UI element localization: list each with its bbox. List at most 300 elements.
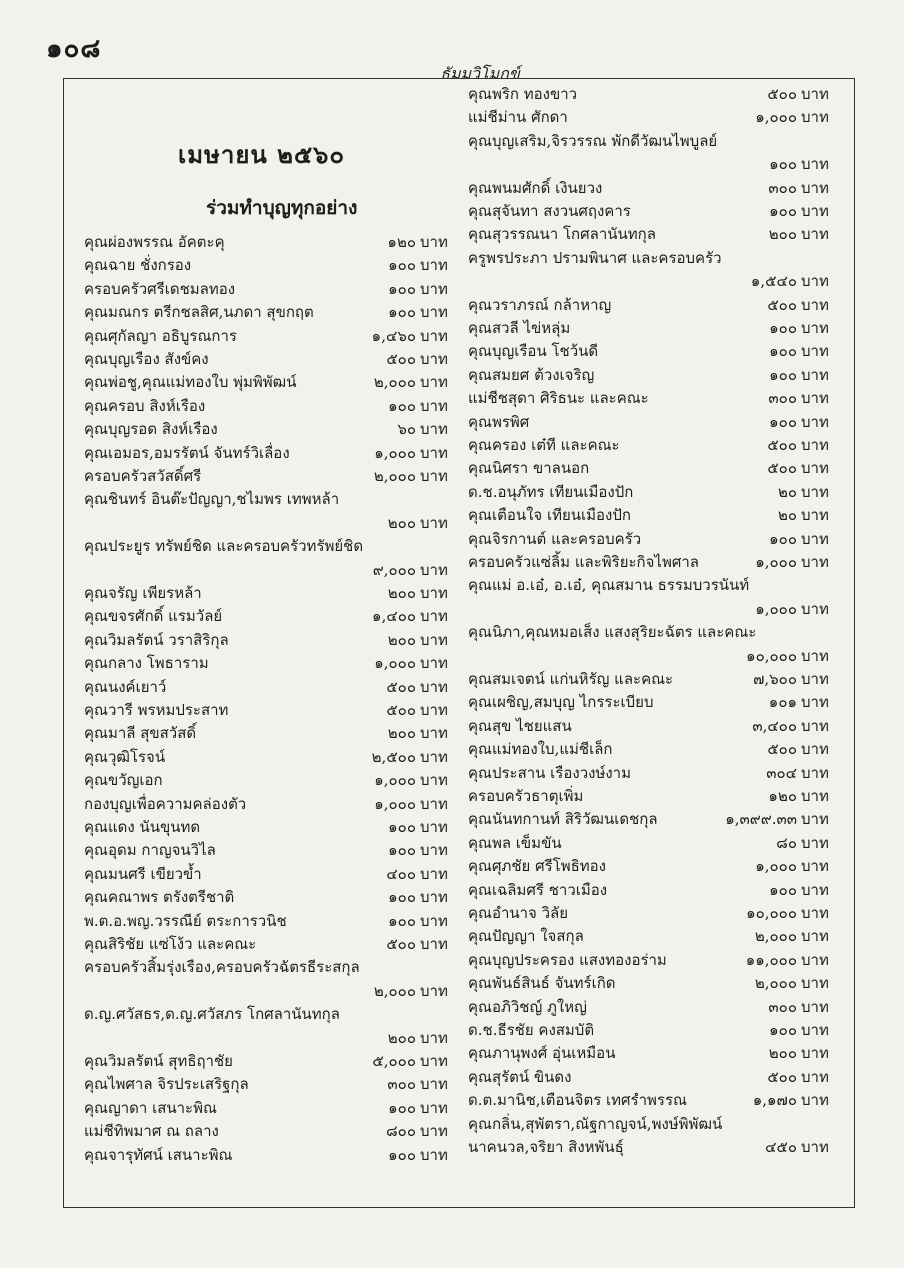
donor-name: คุณสุจันทา สงวนศฤงคาร bbox=[468, 202, 631, 220]
donor-name: พ.ต.อ.พญ.วรรณีย์ ตระการวนิช bbox=[84, 911, 287, 930]
donor-row bbox=[468, 247, 845, 270]
currency-unit: บาท bbox=[801, 1021, 829, 1039]
donor-row bbox=[84, 582, 464, 605]
donor-row bbox=[468, 645, 845, 668]
donor-name: ครอบครัวสวัสดิ์ศรี bbox=[84, 467, 202, 485]
donor-name: คุณจารุทัศน์ เสนาะพิณ bbox=[84, 1145, 233, 1164]
donor-row bbox=[84, 231, 464, 254]
currency-unit: บาท bbox=[801, 787, 829, 805]
donor-name: คุณภานุพงศ์ อุ่นเหมือน bbox=[468, 1044, 616, 1063]
donor-row bbox=[84, 278, 464, 301]
donation-amount: ๘๐ bbox=[776, 833, 797, 852]
donation-amount: ๑๐,๐๐๐ bbox=[746, 904, 797, 922]
donor-name: คุณสมเจตน์ แก่นหิรัญ และคณะ bbox=[468, 670, 674, 688]
donor-row bbox=[84, 629, 464, 652]
donor-row bbox=[468, 1089, 845, 1112]
currency-unit: บาท bbox=[801, 272, 829, 291]
donor-row bbox=[468, 738, 845, 761]
donor-row bbox=[84, 254, 464, 277]
currency-unit: บาท bbox=[801, 1044, 829, 1063]
currency-unit: บาท bbox=[801, 857, 829, 876]
donation-amount: ๕๐๐ bbox=[386, 701, 416, 719]
donor-name: คุณฉาย ชั่งกรอง bbox=[84, 256, 192, 275]
donor-name: คุณแม่ทองใบ,แม่ชีเล็ก bbox=[468, 740, 613, 759]
donor-row bbox=[84, 793, 464, 816]
donor-name: คุณนิศรา ขาลนอก bbox=[468, 459, 590, 478]
currency-unit: บาท bbox=[801, 599, 829, 618]
donor-name: คุณแม่ อ.เอ๋, อ.เอ๋, คุณสมาน ธรรมบวรนันท์ bbox=[468, 576, 750, 595]
donor-row bbox=[84, 1050, 464, 1073]
donation-amount: ๕๐๐ bbox=[386, 677, 416, 696]
currency-unit: บาท bbox=[801, 436, 829, 454]
currency-unit: บาท bbox=[801, 553, 829, 571]
currency-unit: บาท bbox=[420, 724, 448, 743]
currency-unit: บาท bbox=[801, 763, 829, 782]
donor-row bbox=[468, 691, 845, 714]
donor-row bbox=[84, 722, 464, 745]
donation-amount: ๓๐๐ bbox=[387, 1075, 416, 1094]
donation-amount: ๒๐๐ bbox=[387, 1028, 416, 1047]
donor-name: คุณนิภา,คุณหมอเส็ง แสงสุริยะฉัตร และคณะ bbox=[468, 623, 757, 642]
donation-amount: ๑๐๐ bbox=[388, 279, 416, 298]
donation-amount: ๗,๖๐๐ bbox=[753, 670, 797, 688]
donation-amount: ๕,๐๐๐ bbox=[372, 1052, 416, 1070]
donation-amount: ๒๐๐ bbox=[387, 584, 416, 602]
currency-unit: บาท bbox=[801, 295, 829, 314]
donor-name: คุณมนศรี เขียวข้ำ bbox=[84, 864, 202, 883]
donor-row bbox=[468, 200, 845, 223]
donor-name: คุณครอง เต๋ที และคณะ bbox=[468, 436, 620, 454]
currency-unit: บาท bbox=[420, 1122, 448, 1141]
donation-amount: ๑๐๐ bbox=[388, 1145, 416, 1164]
donation-amount: ๑๐๐ bbox=[769, 365, 797, 384]
donation-amount: ๑,๐๐๐ bbox=[755, 599, 797, 618]
donor-row bbox=[468, 317, 845, 340]
donor-row bbox=[468, 762, 845, 785]
donor-name: คุณบุญประครอง แสงทองอร่าม bbox=[468, 950, 667, 969]
donation-amount: ๑๐๐ bbox=[769, 202, 797, 220]
currency-unit: บาท bbox=[801, 85, 829, 103]
donor-name: คุณนันทกานท์ สิริวัฒนเดชกุล bbox=[468, 810, 658, 829]
donation-amount: ๑,๔๖๐ bbox=[371, 326, 416, 345]
donor-name: คุณวิมลรัตน์ วราสิริกุล bbox=[84, 630, 229, 649]
donor-name: คุณปัญญา ใจสกุล bbox=[468, 927, 584, 946]
currency-unit: บาท bbox=[801, 412, 829, 431]
currency-unit: บาท bbox=[801, 342, 829, 361]
donor-row bbox=[84, 933, 464, 956]
donor-name: คุณครอบ สิงห์เรือง bbox=[84, 396, 206, 415]
donor-name: แม่ชีทิพมาศ ณ ถลาง bbox=[84, 1122, 219, 1141]
donor-row bbox=[84, 418, 464, 441]
donation-amount: ๖๐ bbox=[397, 420, 416, 439]
donor-name: คุณพล เข็มขัน bbox=[468, 833, 562, 852]
donor-row bbox=[84, 301, 464, 324]
donor-row bbox=[468, 223, 845, 246]
currency-unit: บาท bbox=[801, 389, 829, 408]
donor-row bbox=[84, 1120, 464, 1143]
donor-name: คุณผ่องพรรณ อัคตะคุ bbox=[84, 233, 225, 251]
month-title: เมษายน ๒๕๖๐ bbox=[178, 140, 346, 169]
donor-name: ด.ญ.ศวัสธร,ด.ญ.ศวัสภร โกศลานันทกุล bbox=[84, 1005, 340, 1024]
donor-row bbox=[468, 106, 845, 129]
currency-unit: บาท bbox=[801, 904, 829, 922]
donor-row bbox=[468, 434, 845, 457]
currency-unit: บาท bbox=[420, 607, 448, 626]
donor-row bbox=[468, 598, 845, 621]
currency-unit: บาท bbox=[420, 794, 448, 813]
currency-unit: บาท bbox=[420, 279, 448, 298]
donation-amount: ๑,๔๐๐ bbox=[372, 607, 416, 626]
donor-row bbox=[468, 504, 845, 527]
donor-name: ครอบครัวสิ้มรุ่งเรือง,ครอบครัวฉัตรธีระสกุล bbox=[84, 958, 360, 977]
donor-row bbox=[84, 886, 464, 909]
donation-amount: ๒,๐๐๐ bbox=[373, 467, 416, 485]
currency-unit: บาท bbox=[420, 1145, 448, 1164]
donation-amount: ๔๕๐ bbox=[765, 1138, 797, 1156]
donor-name: คุณคณาพร ตรังตรีชาติ bbox=[84, 888, 235, 907]
donor-row bbox=[468, 574, 845, 597]
currency-unit: บาท bbox=[801, 1091, 829, 1110]
donation-amount: ๑๐๐ bbox=[388, 911, 416, 930]
donation-amount: ๑๐๐ bbox=[388, 303, 416, 322]
donor-row bbox=[84, 676, 464, 699]
running-head: ธัมมวิโมกข์ bbox=[440, 64, 520, 83]
donor-row bbox=[84, 1073, 464, 1096]
donor-row bbox=[468, 925, 845, 948]
currency-unit: บาท bbox=[420, 864, 448, 883]
donor-row bbox=[468, 364, 845, 387]
donor-name: คุณอุดม กาญจนวิไล bbox=[84, 841, 216, 860]
donation-amount: ๑๐๐ bbox=[388, 256, 416, 275]
donation-list-frame bbox=[63, 78, 855, 1208]
donation-amount: ๒,๐๐๐ bbox=[373, 981, 416, 1000]
donor-name: คุณสิริชัย แซ่โง้ว และคณะ bbox=[84, 935, 257, 953]
donor-name: นาคนวล,จริยา สิงหพันธุ์ bbox=[468, 1138, 624, 1156]
currency-unit: บาท bbox=[801, 1138, 829, 1156]
donor-row bbox=[84, 395, 464, 418]
donor-row bbox=[84, 1027, 464, 1050]
currency-unit: บาท bbox=[420, 841, 448, 860]
donor-row bbox=[468, 1136, 845, 1159]
donor-name: คุณจิรกานต์ และครอบครัว bbox=[468, 529, 642, 548]
currency-unit: บาท bbox=[420, 584, 448, 602]
donor-name: คุณศุภชัย ศรีโพธิทอง bbox=[468, 857, 606, 876]
currency-unit: บาท bbox=[420, 350, 448, 368]
donor-row bbox=[84, 325, 464, 348]
donation-amount: ๒๐๐ bbox=[768, 1044, 797, 1063]
donation-amount: ๑๐๐ bbox=[769, 342, 797, 361]
donor-name: คุณแดง นันขุนทด bbox=[84, 818, 201, 836]
donation-amount: ๑,๐๐๐ bbox=[755, 553, 797, 571]
donation-amount: ๒๐๐ bbox=[387, 724, 416, 743]
donor-name: คุณกลิ่น,สุพัตรา,ณัฐกาญจน์,พงษ์พิพัฒน์ bbox=[468, 1114, 723, 1133]
donor-row bbox=[84, 1003, 464, 1026]
donation-amount: ๑๐๐ bbox=[769, 529, 797, 548]
donor-row bbox=[84, 699, 464, 722]
currency-unit: บาท bbox=[420, 420, 448, 439]
donation-amount: ๑,๐๐๐ bbox=[374, 654, 416, 673]
donor-row bbox=[84, 371, 464, 394]
donation-amount: ๑๑,๐๐๐ bbox=[745, 950, 797, 969]
donor-name: คุณมณกร ตรีกชลสิศ,นภดา สุขกฤต bbox=[84, 303, 314, 322]
donation-amount: ๑,๐๐๐ bbox=[374, 794, 416, 813]
currency-unit: บาท bbox=[420, 513, 448, 532]
donor-row bbox=[84, 956, 464, 979]
currency-unit: บาท bbox=[801, 646, 829, 665]
donor-name: คุณวิมลรัตน์ สุทธิฤาชัย bbox=[84, 1052, 233, 1070]
donation-amount: ๓,๔๐๐ bbox=[752, 716, 797, 735]
donor-name: คุณญาดา เสนาะพิณ bbox=[84, 1098, 217, 1117]
currency-unit: บาท bbox=[420, 935, 448, 953]
donor-name: คุณบุญเรือง สังข์คง bbox=[84, 350, 209, 368]
donor-row bbox=[84, 465, 464, 488]
donation-amount: ๑๐๐ bbox=[769, 319, 797, 337]
donor-row bbox=[84, 816, 464, 839]
donation-amount: ๕๐๐ bbox=[767, 295, 797, 314]
donation-amount: ๑,๐๐๐ bbox=[755, 857, 797, 876]
donor-name: คุณขวัญเอก bbox=[84, 771, 163, 790]
donor-row bbox=[84, 559, 464, 582]
donor-row bbox=[468, 668, 845, 691]
donor-row bbox=[84, 652, 464, 675]
donor-name: แม่ชีชสุดา ศิริธนะ และคณะ bbox=[468, 389, 649, 408]
donor-name: ด.ต.มานิช,เตือนจิตร เทศรำพรรณ bbox=[468, 1091, 687, 1110]
donor-row bbox=[468, 1042, 845, 1065]
currency-unit: บาท bbox=[801, 529, 829, 548]
donor-row bbox=[84, 910, 464, 933]
donation-amount: ๑๐๐ bbox=[388, 888, 416, 907]
currency-unit: บาท bbox=[420, 771, 448, 790]
currency-unit: บาท bbox=[801, 974, 829, 993]
currency-unit: บาท bbox=[801, 482, 829, 501]
donation-amount: ๑๒๐ bbox=[768, 787, 797, 805]
currency-unit: บาท bbox=[420, 560, 448, 579]
donor-name: กองบุญเพื่อความคล่องตัว bbox=[84, 794, 247, 813]
donation-amount: ๒,๐๐๐ bbox=[754, 974, 797, 993]
donation-amount: ๑๐๐ bbox=[388, 841, 416, 860]
currency-unit: บาท bbox=[420, 443, 448, 462]
section-title: ร่วมทำบุญทุกอย่าง bbox=[206, 197, 358, 219]
donor-row bbox=[468, 457, 845, 480]
donor-name: คุณเตือนใจ เทียนเมืองปัก bbox=[468, 506, 631, 525]
donation-amount: ๑,๓๙๙.๓๓ bbox=[725, 810, 797, 829]
donor-name: คุณอำนาจ วิลัย bbox=[468, 904, 569, 922]
donor-name: คุณอภิวิชญ์ ภูใหญ่ bbox=[468, 997, 587, 1016]
donation-amount: ๒๐๐ bbox=[387, 630, 416, 649]
currency-unit: บาท bbox=[801, 202, 829, 220]
donation-amount: ๑,๐๐๐ bbox=[374, 771, 416, 790]
donor-name: ครอบครัวแซ่ลิ้ม และพิริยะกิจไพศาล bbox=[468, 553, 699, 571]
currency-unit: บาท bbox=[420, 1052, 448, 1070]
donor-name: ครอบครัวธาตุเพิ่ม bbox=[468, 787, 584, 805]
currency-unit: บาท bbox=[420, 373, 448, 392]
donation-amount: ๕๐๐ bbox=[386, 350, 416, 368]
donor-name: ด.ช.อนุภัทร เทียนเมืองปัก bbox=[468, 482, 634, 501]
donor-name: คุณบุญรอด สิงห์เรือง bbox=[84, 420, 218, 439]
donor-name: คุณประสาน เรืองวงษ์งาม bbox=[468, 763, 631, 782]
donor-name: คุณพรพิศ bbox=[468, 412, 530, 431]
donor-row bbox=[468, 153, 845, 176]
donor-name: คุณพนมศักดิ์ เงินยวง bbox=[468, 178, 603, 197]
donation-amount: ๓๐๐ bbox=[768, 389, 797, 408]
donor-name: คุณประยูร ทรัพย์ชิด และครอบครัวทรัพย์ชิด bbox=[84, 537, 364, 556]
currency-unit: บาท bbox=[420, 1028, 448, 1047]
donor-row bbox=[468, 551, 845, 574]
currency-unit: บาท bbox=[801, 365, 829, 384]
donor-name: คุณศุกัลญา อธิบูรณการ bbox=[84, 326, 237, 345]
donation-amount: ๑๐๐ bbox=[769, 155, 797, 174]
donor-name: คุณไพศาล จิรประเสริฐกุล bbox=[84, 1075, 249, 1094]
donor-row bbox=[84, 605, 464, 628]
donation-amount: ๒๐๐ bbox=[768, 225, 797, 244]
currency-unit: บาท bbox=[801, 506, 829, 525]
donation-amount: ๑๐๐ bbox=[388, 1098, 416, 1117]
donor-row bbox=[468, 83, 845, 106]
currency-unit: บาท bbox=[801, 108, 829, 127]
donor-name: คุณสุวรรณนา โกศลานันทกุล bbox=[468, 225, 656, 244]
donor-name: คุณพ่อชู,คุณแม่ทองใบ พุ่มพิพัฒน์ bbox=[84, 373, 297, 392]
donation-amount: ๑๐๐ bbox=[769, 1021, 797, 1039]
donor-row bbox=[84, 980, 464, 1003]
currency-unit: บาท bbox=[801, 716, 829, 735]
currency-unit: บาท bbox=[420, 326, 448, 345]
donor-row bbox=[84, 535, 464, 558]
donor-row bbox=[468, 972, 845, 995]
donor-row bbox=[468, 294, 845, 317]
donation-amount: ๑๐๐ bbox=[388, 818, 416, 836]
currency-unit: บาท bbox=[801, 319, 829, 337]
donor-name: ครูพรประภา ปรามพินาศ และครอบครัว bbox=[468, 248, 722, 267]
donor-name: คุณสุข ไชยแสน bbox=[468, 716, 572, 735]
donor-name: คุณสมยศ ต้วงเจริญ bbox=[468, 365, 595, 384]
donor-row bbox=[468, 949, 845, 972]
donation-amount: ๑๒๐ bbox=[387, 233, 416, 251]
currency-unit: บาท bbox=[801, 693, 829, 712]
donor-name: คุณวุฒิโรจน์ bbox=[84, 747, 166, 766]
donation-amount: ๑๐๐ bbox=[388, 396, 416, 415]
donor-row bbox=[468, 902, 845, 925]
donation-amount: ๕๐๐ bbox=[767, 1067, 797, 1086]
donor-row bbox=[468, 481, 845, 504]
currency-unit: บาท bbox=[420, 981, 448, 1000]
donor-row bbox=[84, 442, 464, 465]
donor-name: คุณเผชิญ,สมบุญ ไกรระเบียบ bbox=[468, 693, 654, 712]
donor-row bbox=[468, 528, 845, 551]
donation-amount: ๑๐๐ bbox=[769, 412, 797, 431]
donor-row bbox=[84, 769, 464, 792]
currency-unit: บาท bbox=[801, 997, 829, 1016]
page-number: ๑๐๘ bbox=[46, 34, 102, 64]
currency-unit: บาท bbox=[801, 880, 829, 899]
donor-row bbox=[468, 411, 845, 434]
donor-row bbox=[84, 839, 464, 862]
donor-name: คุณพริก ทองขาว bbox=[468, 85, 578, 103]
donor-name: คุณเอมอร,อมรรัตน์ จันทร์วิเลื่อง bbox=[84, 443, 290, 462]
donation-amount: ๓๐๐ bbox=[768, 178, 797, 197]
donation-amount: ๑๐๐ bbox=[769, 880, 797, 899]
currency-unit: บาท bbox=[420, 256, 448, 275]
donor-row bbox=[84, 1097, 464, 1120]
currency-unit: บาท bbox=[801, 927, 829, 946]
donation-amount: ๘๐๐ bbox=[386, 1122, 416, 1141]
donor-row bbox=[468, 621, 845, 644]
donor-row bbox=[84, 1144, 464, 1167]
donation-amount: ๑๐๑ bbox=[768, 693, 797, 712]
donation-amount: ๒๐ bbox=[777, 482, 797, 501]
donor-name: คุณสุรัตน์ ขินดง bbox=[468, 1067, 572, 1086]
currency-unit: บาท bbox=[420, 701, 448, 719]
donation-amount: ๑,๑๗๐ bbox=[752, 1091, 797, 1110]
donor-row bbox=[84, 488, 464, 511]
currency-unit: บาท bbox=[420, 747, 448, 766]
donor-name: ด.ช.ธีรชัย คงสมบัติ bbox=[468, 1021, 595, 1039]
currency-unit: บาท bbox=[420, 233, 448, 251]
currency-unit: บาท bbox=[801, 670, 829, 688]
currency-unit: บาท bbox=[420, 818, 448, 836]
currency-unit: บาท bbox=[420, 396, 448, 415]
donor-name: คุณมาลี สุขสวัสดิ์ bbox=[84, 724, 197, 743]
donor-name: คุณเฉลิมศรี ชาวเมือง bbox=[468, 880, 608, 899]
donation-amount: ๑,๐๐๐ bbox=[755, 108, 797, 127]
currency-unit: บาท bbox=[420, 654, 448, 673]
donation-amount: ๒,๐๐๐ bbox=[754, 927, 797, 946]
donation-amount: ๕๐๐ bbox=[767, 436, 797, 454]
donation-amount: ๓๐๔ bbox=[766, 763, 797, 782]
donor-row bbox=[84, 512, 464, 535]
currency-unit: บาท bbox=[801, 155, 829, 174]
donor-row bbox=[84, 863, 464, 886]
donation-amount: ๒๐๐ bbox=[387, 513, 416, 532]
currency-unit: บาท bbox=[801, 178, 829, 197]
donor-name: คุณขจรศักดิ์ แรมวัลย์ bbox=[84, 607, 223, 626]
donor-row bbox=[84, 746, 464, 769]
currency-unit: บาท bbox=[801, 459, 829, 478]
donation-amount: ๑,๕๔๐ bbox=[750, 272, 797, 291]
donor-row bbox=[468, 270, 845, 293]
donor-row bbox=[468, 996, 845, 1019]
donor-row bbox=[468, 340, 845, 363]
currency-unit: บาท bbox=[420, 888, 448, 907]
donor-row bbox=[84, 348, 464, 371]
donor-name: คุณวารี พรหมประสาท bbox=[84, 701, 229, 719]
donor-name: คุณกลาง โพธาราม bbox=[84, 654, 209, 673]
donor-row bbox=[468, 879, 845, 902]
donor-name: คุณวราภรณ์ กล้าหาญ bbox=[468, 295, 612, 314]
donation-amount: ๒๐ bbox=[777, 506, 797, 525]
donor-name: ครอบครัวศรีเดชมลทอง bbox=[84, 279, 236, 298]
currency-unit: บาท bbox=[420, 677, 448, 696]
donor-name: คุณชินทร์ อินต๊ะปัญญา,ชไมพร เทพหล้า bbox=[84, 490, 340, 509]
currency-unit: บาท bbox=[801, 833, 829, 852]
donor-name: คุณบุญเรือน โชว้นดี bbox=[468, 342, 599, 361]
currency-unit: บาท bbox=[420, 467, 448, 485]
currency-unit: บาท bbox=[801, 225, 829, 244]
donor-row bbox=[468, 785, 845, 808]
donation-amount: ๑๐,๐๐๐ bbox=[746, 646, 797, 665]
donation-amount: ๒,๕๐๐ bbox=[371, 747, 416, 766]
currency-unit: บาท bbox=[420, 303, 448, 322]
currency-unit: บาท bbox=[801, 810, 829, 829]
currency-unit: บาท bbox=[420, 1098, 448, 1117]
donation-amount: ๕๐๐ bbox=[767, 459, 797, 478]
donation-amount: ๕๐๐ bbox=[386, 935, 416, 953]
donor-name: คุณบุญเสริม,จิรวรรณ พักดีวัฒนไพบูลย์ bbox=[468, 131, 718, 150]
currency-unit: บาท bbox=[801, 740, 829, 759]
donor-row bbox=[468, 1066, 845, 1089]
donor-name: แม่ชีม่าน ศักดา bbox=[468, 108, 568, 127]
donor-name: คุณพันธ์สินธ์ จันทร์เกิด bbox=[468, 974, 616, 993]
donor-row bbox=[468, 1019, 845, 1042]
